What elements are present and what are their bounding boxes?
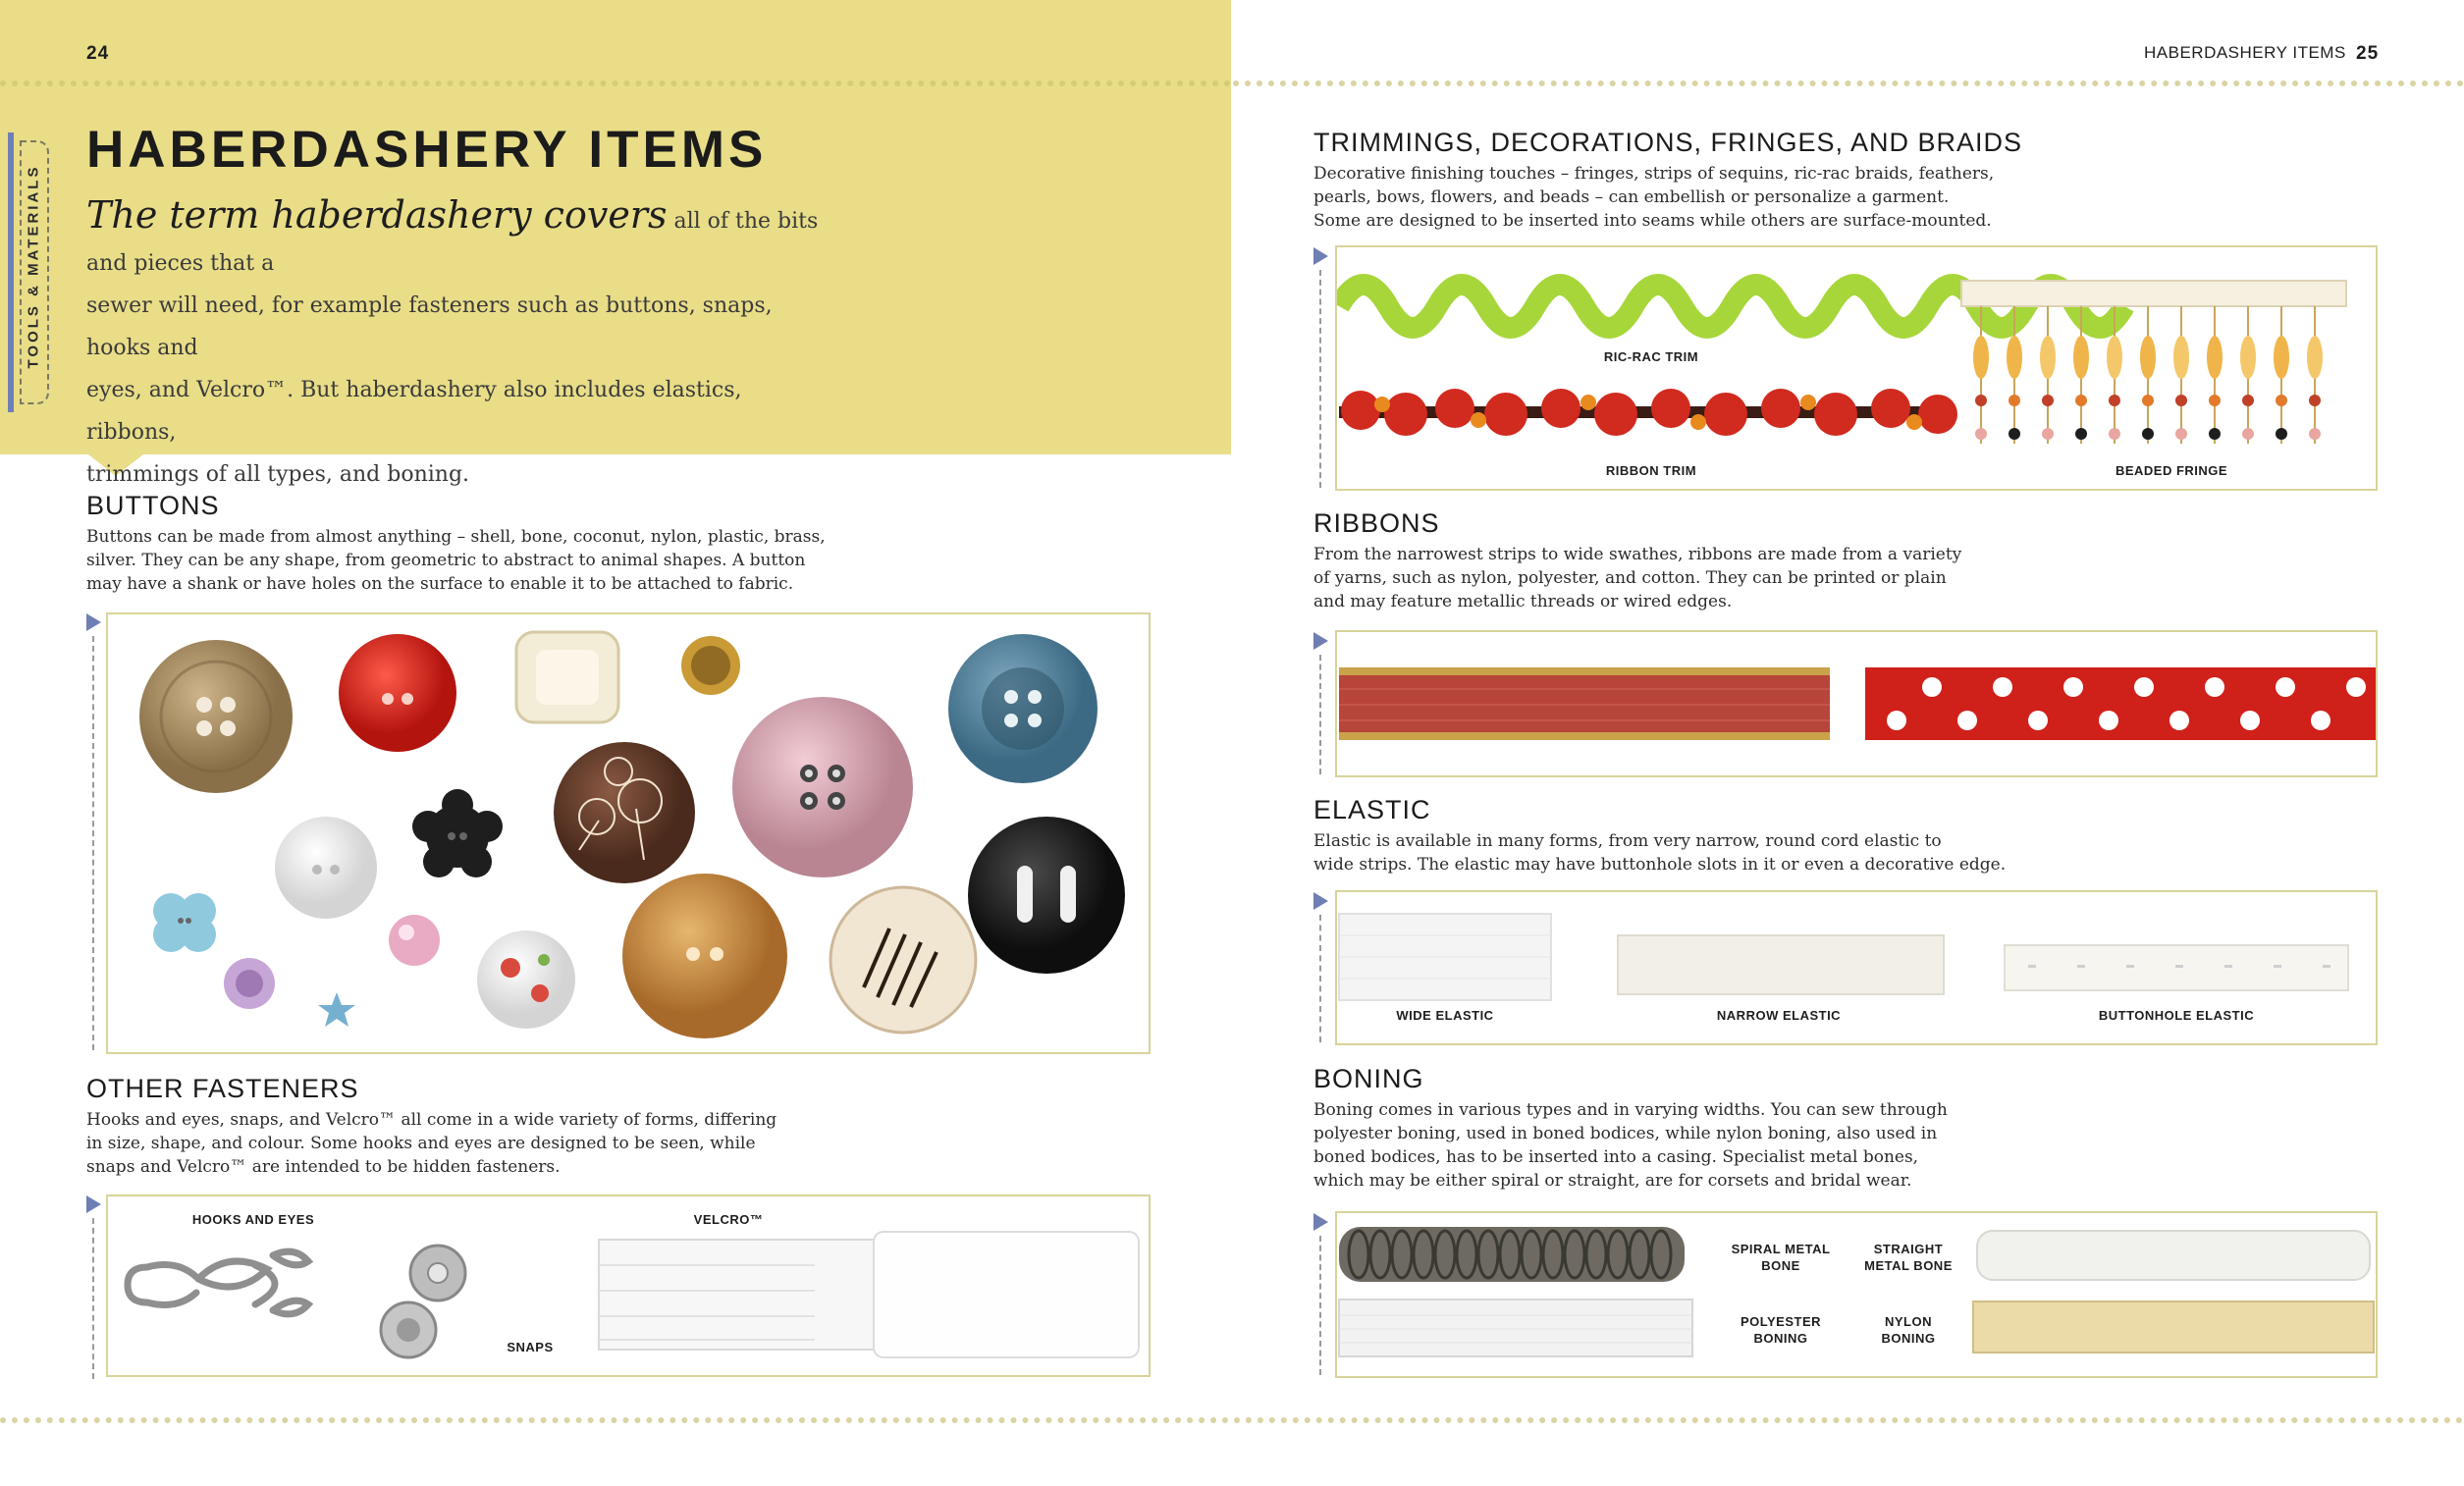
boning-figure <box>1335 1211 2378 1378</box>
fasteners-text-line: Hooks and eyes, snaps, and Velcro™ all come in a wide variety of forms, differing <box>86 1110 777 1130</box>
side-tab-label: TOOLS & MATERIALS <box>25 164 42 369</box>
trimmings-illustration <box>1337 247 2376 489</box>
buttons-heading: BUTTONS <box>86 491 220 520</box>
fasteners-figure <box>106 1194 1151 1377</box>
top-dotted-rule-right <box>1233 80 2464 86</box>
fasteners-text-line: in size, shape, and colour. Some hooks and eyes are designed to be seen, while <box>86 1134 756 1153</box>
buttons-marker-icon <box>86 613 101 631</box>
caption-line: BONE <box>1761 1258 1800 1273</box>
caption-buttonhole-elastic: BUTTONHOLE ELASTIC <box>2098 1008 2255 1023</box>
ribbons-figure <box>1335 630 2378 777</box>
page-number-left: 24 <box>86 43 110 64</box>
trimmings-text-line: pearls, bows, flowers, and beads – can embellish or personalize a garment. <box>1313 187 1950 207</box>
caption-spiral-metal-bone <box>1714 1241 1848 1274</box>
bottom-dotted-rule <box>0 1417 2464 1423</box>
trimmings-marker-icon <box>1313 247 1328 265</box>
boning-text-line: Boning comes in various types and in varying widths. You can sew through <box>1313 1100 1948 1120</box>
page-title: HABERDASHERY ITEMS <box>86 121 768 179</box>
buttons-dashed-guide <box>92 636 94 1050</box>
buttons-illustration <box>108 614 1149 1052</box>
boning-text-line: which may be either spiral or straight, are for corsets and bridal wear. <box>1313 1171 1912 1191</box>
boning-text-line: boned bodices, has to be inserted into a casing. Specialist metal bones, <box>1313 1147 1919 1167</box>
elastic-figure <box>1335 890 2378 1045</box>
buttons-text <box>86 525 832 596</box>
boning-text-line: polyester boning, used in boned bodices, while nylon boning, also used in <box>1313 1124 1938 1143</box>
ribbons-dashed-guide <box>1319 655 1321 774</box>
buttons-text-line: silver. They can be any shape, from geometric to abstract to animal shapes. A button <box>86 551 806 570</box>
elastic-text <box>1313 829 2060 876</box>
fasteners-text <box>86 1108 832 1179</box>
elastic-text-line: Elastic is available in many forms, from very narrow, round cord elastic to <box>1313 831 1942 851</box>
fasteners-dashed-guide <box>92 1218 94 1379</box>
caption-polyester-boning <box>1714 1313 1848 1347</box>
caption-line: NYLON <box>1885 1314 1932 1329</box>
ribbons-text-line: and may feature metallic threads or wired edges. <box>1313 592 1733 611</box>
fasteners-heading: OTHER FASTENERS <box>86 1074 359 1103</box>
side-tab <box>8 133 55 412</box>
caption-beaded-fringe: BEADED FRINGE <box>2115 463 2228 478</box>
elastic-marker-icon <box>1313 892 1328 910</box>
caption-narrow-elastic: NARROW ELASTIC <box>1716 1008 1842 1023</box>
page-number-right: 25 <box>2356 43 2380 64</box>
intro-line-4: trimmings of all types, and boning. <box>86 462 470 487</box>
boning-text <box>1313 1098 2060 1193</box>
caption-line: BONING <box>1753 1331 1808 1346</box>
caption-wide-elastic: WIDE ELASTIC <box>1396 1008 1494 1023</box>
caption-velcro: VELCRO™ <box>693 1212 764 1227</box>
buttons-figure <box>106 612 1151 1054</box>
ribbons-text <box>1313 543 2060 613</box>
boning-marker-icon <box>1313 1213 1328 1231</box>
intro-line-1: all of the bits and pieces that a <box>86 209 819 276</box>
intro-lead: The term haberdashery covers <box>86 193 668 237</box>
fasteners-marker-icon <box>86 1195 101 1213</box>
caption-straight-metal-bone <box>1849 1241 1967 1274</box>
elastic-heading: ELASTIC <box>1313 795 1431 824</box>
elastic-dashed-guide <box>1319 915 1321 1042</box>
ribbons-illustration <box>1337 632 2376 775</box>
fasteners-illustration <box>108 1196 1149 1375</box>
fasteners-text-line: snaps and Velcro™ are intended to be hidden fasteners. <box>86 1157 561 1177</box>
trimmings-text-line: Some are designed to be inserted into seams while others are surface-mounted. <box>1313 211 1992 231</box>
ribbons-text-line: From the narrowest strips to wide swathes, ribbons are made from a variety <box>1313 545 1962 564</box>
caption-line: BONING <box>1881 1331 1936 1346</box>
ribbons-text-line: of yarns, such as nylon, polyester, and cotton. They can be printed or plain <box>1313 568 1947 588</box>
boning-dashed-guide <box>1319 1236 1321 1375</box>
caption-hooks-and-eyes: HOOKS AND EYES <box>191 1212 315 1227</box>
caption-line: SPIRAL METAL <box>1731 1242 1831 1256</box>
buttons-text-line: Buttons can be made from almost anything – shell, bone, coconut, nylon, plastic, brass, <box>86 527 826 547</box>
caption-line: METAL BONE <box>1864 1258 1953 1273</box>
intro-paragraph <box>86 194 832 496</box>
caption-line: POLYESTER <box>1740 1314 1822 1329</box>
caption-nylon-boning <box>1849 1313 1967 1347</box>
ribbons-heading: RIBBONS <box>1313 508 1440 538</box>
trimmings-text <box>1313 162 2060 233</box>
caption-snaps: SNAPS <box>507 1340 554 1354</box>
trimmings-text-line: Decorative finishing touches – fringes, strips of sequins, ric-rac braids, feathers, <box>1313 164 1995 184</box>
elastic-text-line: wide strips. The elastic may have buttonhole slots in it or even a decorative edge. <box>1313 855 2007 875</box>
intro-line-3: eyes, and Velcro™. But haberdashery also includes elastics, ribbons, <box>86 378 742 445</box>
top-dotted-rule-left <box>0 80 1231 86</box>
ribbons-marker-icon <box>1313 632 1328 650</box>
caption-line: STRAIGHT <box>1873 1242 1944 1256</box>
boning-illustration <box>1337 1213 2376 1376</box>
caption-ric-rac-trim: RIC-RAC TRIM <box>1603 349 1699 364</box>
boning-heading: BONING <box>1313 1064 1424 1093</box>
trimmings-heading: TRIMMINGS, DECORATIONS, FRINGES, AND BRAIDS <box>1313 128 2023 157</box>
trimmings-dashed-guide <box>1319 270 1321 488</box>
running-head: HABERDASHERY ITEMS <box>2144 43 2346 62</box>
intro-line-2: sewer will need, for example fasteners such as buttons, snaps, hooks and <box>86 293 773 360</box>
caption-ribbon-trim: RIBBON TRIM <box>1605 463 1697 478</box>
buttons-text-line: may have a shank or have holes on the surface to enable it to be attached to fabric. <box>86 574 794 594</box>
trimmings-figure <box>1335 245 2378 491</box>
